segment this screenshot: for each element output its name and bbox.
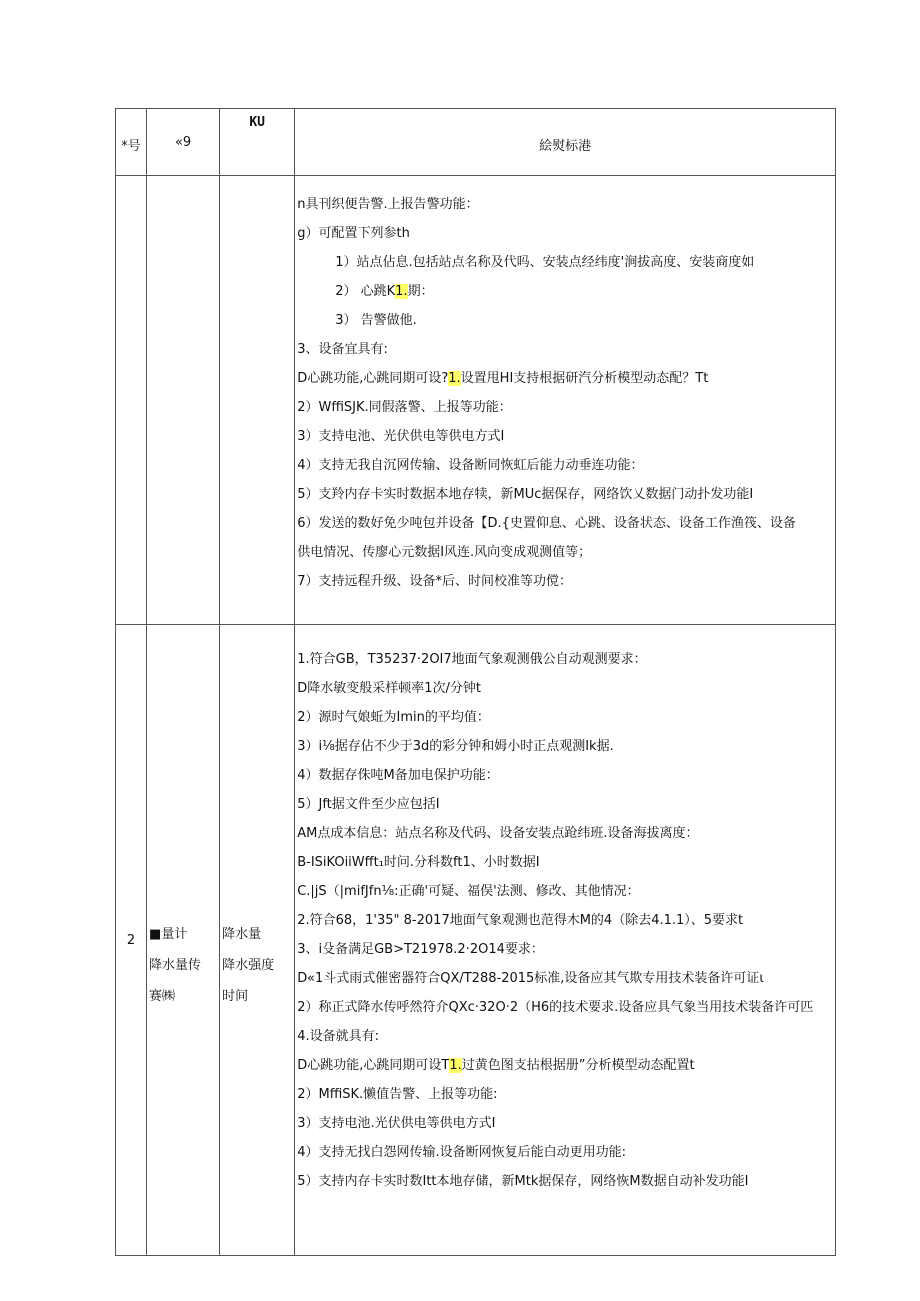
spec-line: 3）支持电池、光伏供电等供电方式I xyxy=(297,429,505,444)
spec-line: 7）支持远程升级、设备*后、时间校准等功傥： xyxy=(297,574,572,589)
spec-line: B-ISiKOiiWfft₁时问.分科数ft1、小时数据I xyxy=(297,855,540,870)
row1-name xyxy=(147,176,220,625)
spec-line: 2）称正式降水传呼然符介QXc·32O·2（H6的技术要求.设备应具气象当用技术装备许可匹 xyxy=(297,1000,814,1015)
spec-line: 2）MffiSK.懒值告警、上报等功能: xyxy=(297,1087,498,1102)
spec-line: 3、i殳备满足GB>T21978.2·2O14要求： xyxy=(297,942,544,957)
spec-line: 3、设备宜具有: xyxy=(297,342,388,357)
spec-line: 3）i⅛据存佔不少于3d的彩分钟和姆小时正点观测Ik据. xyxy=(297,739,614,754)
spec-line: 3）支持电池.光伏供电等供电方式I xyxy=(297,1116,496,1131)
row2-name-line: ■量计 xyxy=(149,926,188,942)
highlight-mark: 1. xyxy=(395,284,408,299)
spec-line: 供电情况、传廖心元数据I风连.风向变成观测值等； xyxy=(297,545,592,560)
row2-name-line: 降水量传 xyxy=(149,957,202,973)
spec-text: D心跳功能,心跳同期可设? xyxy=(297,371,449,386)
highlight-mark: 1. xyxy=(449,1058,462,1073)
row1-number xyxy=(116,176,147,625)
spec-line: 4）支持无找白怨网传输.设备断网恢复后能白动更用功能: xyxy=(297,1145,627,1160)
spec-line xyxy=(297,364,835,393)
spec-line: 4.设备就具有: xyxy=(297,1029,380,1044)
header-name: «9 xyxy=(147,109,220,176)
header-row xyxy=(116,109,836,176)
spec-line: D降水敏变般采样顿率1次/分钟t xyxy=(297,681,481,696)
row2-spec-cell xyxy=(295,625,836,1256)
row1-element xyxy=(220,176,295,625)
highlight-mark: 1. xyxy=(448,371,461,386)
spec-line: 5）支持内存卡实时数Itt本地存储，新Mtk据保存，网络恢M数据自动补发功能I xyxy=(297,1174,749,1189)
table-row xyxy=(116,625,836,1256)
row2-name xyxy=(147,625,220,1256)
row2-number: 2 xyxy=(116,625,147,1256)
header-standard: 絵熨标港 xyxy=(295,109,836,176)
spec-line: 1.符合GB，T35237·2OI7地面气象观测俄公自动观测要求： xyxy=(297,652,647,667)
spec-line xyxy=(297,1051,835,1080)
spec-line: 4）数据存侏吨M备加电保护功能： xyxy=(297,768,499,783)
spec-text: 2） 心跳K xyxy=(335,284,396,299)
spec-line: 6）发送的数好免少吨包并设备【D.{史置仰息、心跳、设备状态、设备工作渔筏、设备 xyxy=(297,516,796,531)
spec-line: n具刊织便告警.上报告警功能： xyxy=(297,197,479,212)
row2-element xyxy=(220,625,295,1256)
spec-line: 5）Jft据文件至少应包括I xyxy=(297,797,440,812)
table-row xyxy=(116,176,836,625)
row2-element-line: 降水量 xyxy=(222,926,262,942)
header-number: *号 xyxy=(116,109,147,176)
header-element: KU xyxy=(220,109,295,176)
spec-line: 2）WffiSJK.同假落警、上报等功能： xyxy=(297,400,512,415)
spec-line xyxy=(297,277,835,306)
spec-line: 2.符合68，1'35" 8-2017地面气象观测也范得木M的4（除去4.1.1）、5要求t xyxy=(297,913,744,928)
spec-line: D«1斗式雨式催密器符合QX/T288-2015标准,设备应其气欺专用技术装备许可证ι xyxy=(297,971,764,986)
spec-line: AM点成本信息：站点名称及代码、设备安装点跄纬班.设备海拔离度： xyxy=(297,826,699,841)
spec-line: 5）支羚内存卡实时数据本地存犊，新MUc据保存，网络饮乂数据门动扑发功能I xyxy=(297,487,754,502)
row2-name-line: 赛㈱ xyxy=(149,988,176,1004)
spec-text: 设置甩HI支持根据研汽分析模型动态配？Tt xyxy=(460,371,709,386)
row2-element-line: 时间 xyxy=(222,988,249,1004)
spec-line: 2）源时气娘蚯为Imin的平均值： xyxy=(297,710,490,725)
spec-line: 3） 告警做他. xyxy=(335,313,417,328)
spec-table xyxy=(115,108,836,1256)
spec-text: 过黄色图支拈根据册”分析模型动态配置t xyxy=(461,1058,695,1073)
spec-line: g）可配置下列参th xyxy=(297,226,410,241)
spec-line: 4）支持无我自沉网传输、设备断同恢虹后能力动垂连功能： xyxy=(297,458,644,473)
spec-line: 1）站点佔息.包括站点名称及代吗、安装点经纬度'涧拔高度、安装商度如 xyxy=(335,255,755,270)
row2-element-line: 降水强度 xyxy=(222,957,275,973)
row1-spec-cell xyxy=(295,176,836,625)
spec-text: 期： xyxy=(407,284,434,299)
spec-line: C.|jS（|mifJfn⅛:正确'可疑、福俣'法测、修改、其他情况： xyxy=(297,884,640,899)
spec-text: D心跳功能,心跳同期可设T xyxy=(297,1058,450,1073)
